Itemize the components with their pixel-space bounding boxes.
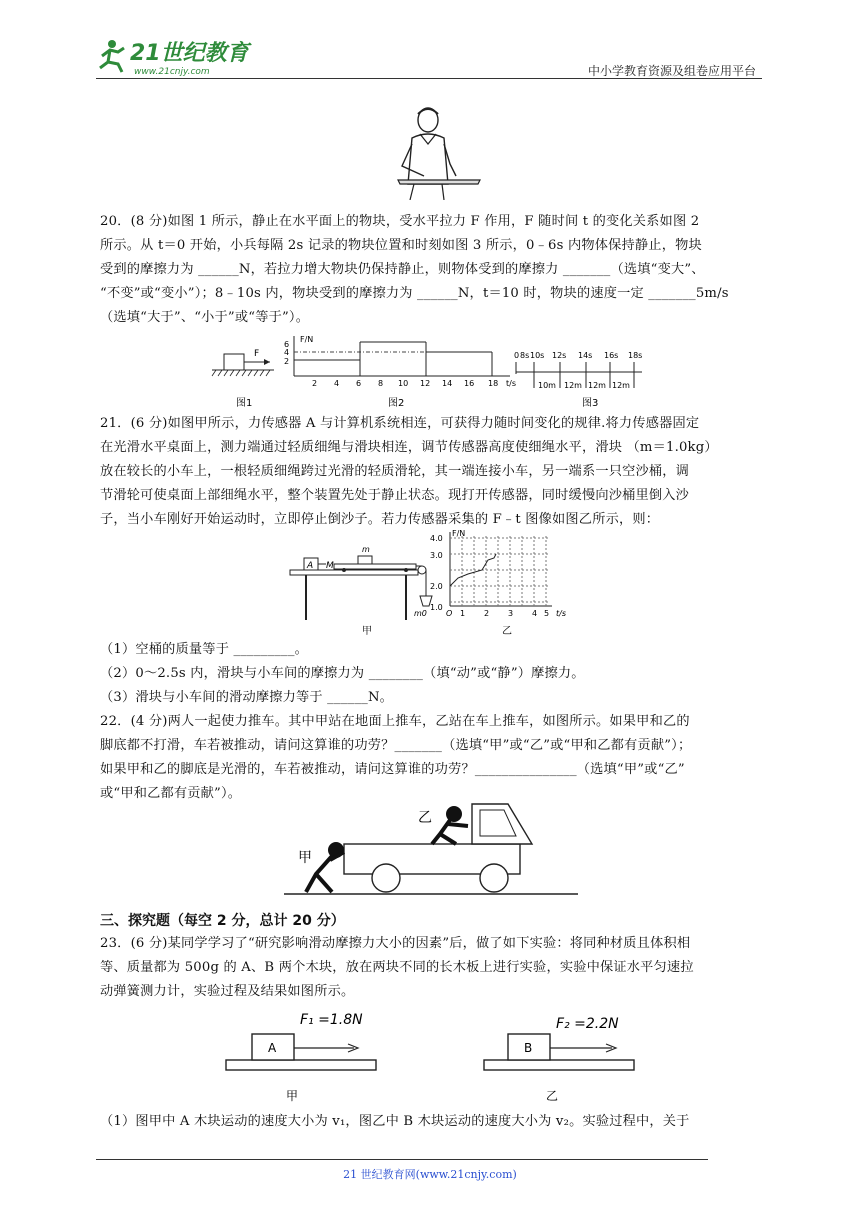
svg-text:F₁ =1.8N: F₁ =1.8N xyxy=(300,1012,363,1028)
q23-line: 等、质量都为 500g 的 A、B 两个木块，放在两块不同的长木板上进行实验，实验中保证水平匀速拉 xyxy=(100,960,694,975)
q23-sub-1: （1）图甲中 A 木块运动的速度大小为 v₁，图乙中 B 木块运动的速度大小为 v₂。实验过程中，关于 xyxy=(100,1114,690,1129)
q21-sub-1: （1）空桶的质量等于 _________。 xyxy=(100,642,308,657)
svg-text:12m: 12m xyxy=(588,381,606,390)
svg-text:4: 4 xyxy=(284,348,290,357)
apparatus-diagram xyxy=(290,545,432,620)
fig1-caption: 图1 xyxy=(236,398,253,409)
question-23-figures xyxy=(224,1004,644,1106)
svg-text:O: O xyxy=(446,609,453,618)
svg-text:m0: m0 xyxy=(414,609,427,618)
truck-push-figure xyxy=(282,800,582,898)
person-figure xyxy=(384,104,484,200)
svg-text:1: 1 xyxy=(460,609,466,618)
svg-text:4: 4 xyxy=(334,379,340,388)
svg-text:16s: 16s xyxy=(604,351,619,360)
svg-text:10m: 10m xyxy=(538,381,556,390)
svg-text:10: 10 xyxy=(398,379,409,388)
svg-text:1.0: 1.0 xyxy=(430,603,443,612)
question-21-subquestions xyxy=(100,638,766,710)
fig3-caption: 图3 xyxy=(582,398,599,409)
experiment-yi xyxy=(484,1016,634,1103)
svg-text:14s: 14s xyxy=(578,351,593,360)
svg-text:t/s: t/s xyxy=(556,609,566,618)
question-20-figures xyxy=(210,334,650,410)
svg-text:21世纪教育: 21世纪教育 xyxy=(130,41,249,66)
svg-text:12: 12 xyxy=(420,379,431,388)
svg-text:6: 6 xyxy=(356,379,362,388)
q20-line: 受到的摩擦力为 ______N，若拉力增大物块仍保持静止，则物体受到的摩擦力 _______（选填“变大”、 xyxy=(100,262,705,277)
svg-text:12s: 12s xyxy=(552,351,567,360)
svg-text:乙: 乙 xyxy=(546,1089,559,1103)
svg-text:B: B xyxy=(524,1041,533,1055)
svg-text:M: M xyxy=(326,561,334,571)
q20-line: “不变”或“变小”）；8﹣10s 内，物块受到的摩擦力为 ______N，t＝10 时，物块的速度一定 _______5m/s xyxy=(100,286,729,301)
fig-jia-caption: 甲 xyxy=(362,626,372,637)
q21-line: 在光滑水平桌面上，测力端通过轻质细绳与滑块相连，调节传感器高度使细绳水平，滑块 （m＝1.0kg） xyxy=(100,440,718,455)
svg-text:4.0: 4.0 xyxy=(430,534,443,543)
fig3-position-record xyxy=(514,351,642,390)
fig1-block-diagram xyxy=(212,349,274,376)
runner-icon xyxy=(100,40,124,72)
site-logo xyxy=(96,34,266,78)
q23-line: 23．(6 分)某同学学习了“研究影响滑动摩擦力大小的因素”后，做了如下实验：将同种材质且体积相 xyxy=(100,936,691,951)
force-time-graph xyxy=(430,530,566,618)
q21-line: 节滑轮可使桌面上部细绳水平，整个装置先处于静止状态。现打开传感器，同时缓慢向沙桶里倒入沙 xyxy=(100,488,690,503)
q22-line: 脚底都不打滑，车若被推动，请问这算谁的功劳？_______（选填“甲”或“乙”或“甲和乙都有贡献”）； xyxy=(100,738,692,753)
svg-text:18s: 18s xyxy=(628,351,643,360)
svg-text:16: 16 xyxy=(464,379,475,388)
svg-text:18: 18 xyxy=(488,379,499,388)
svg-text:2: 2 xyxy=(484,609,490,618)
svg-text:12m: 12m xyxy=(564,381,582,390)
q22-line: 22．(4 分)两人一起使力推车。其中甲站在地面上推车，乙站在车上推车，如图所示。如果甲和乙的 xyxy=(100,714,690,729)
svg-text:4: 4 xyxy=(532,609,538,618)
svg-text:8: 8 xyxy=(378,379,384,388)
svg-text:t/s: t/s xyxy=(506,379,516,388)
svg-text:10s: 10s xyxy=(530,351,545,360)
svg-text:0: 0 xyxy=(514,351,520,360)
question-20-text xyxy=(100,210,766,330)
svg-text:www.21cnjy.com: www.21cnjy.com xyxy=(134,67,210,77)
svg-text:3: 3 xyxy=(508,609,514,618)
question-21-figures xyxy=(282,530,582,640)
q21-line: 放在较长的小车上，一根轻质细绳跨过光滑的轻质滑轮，其一端连接小车，另一端系一只空沙桶，调 xyxy=(100,464,690,479)
section-3-title: 三、探究题（每空 2 分，总计 20 分） xyxy=(100,913,345,929)
q22-line: 或“甲和乙都有贡献”）。 xyxy=(100,786,242,801)
q20-line: 20．(8 分)如图 1 所示，静止在水平面上的物块，受水平拉力 F 作用，F 随时间 t 的变化关系如图 2 xyxy=(100,214,700,229)
q21-sub-3: （3）滑块与小车间的滑动摩擦力等于 ______N。 xyxy=(100,690,394,705)
svg-text:3.0: 3.0 xyxy=(430,551,443,560)
svg-text:甲: 甲 xyxy=(286,1089,299,1103)
fig2-caption: 图2 xyxy=(388,398,405,409)
question-23-text xyxy=(100,932,766,1004)
q21-line: 子，当小车刚好开始运动时，立即停止倒沙子。若力传感器采集的 F﹣t 图像如图乙所示，则： xyxy=(100,512,660,527)
fig2-force-time-graph xyxy=(284,335,516,388)
svg-text:甲: 甲 xyxy=(298,850,312,866)
svg-text:A: A xyxy=(307,561,314,571)
svg-text:F: F xyxy=(254,349,260,359)
experiment-jia xyxy=(226,1012,376,1103)
svg-text:F/N: F/N xyxy=(452,530,466,538)
svg-text:8s: 8s xyxy=(520,351,530,360)
svg-text:m: m xyxy=(362,545,370,554)
platform-name: 中小学教育资源及组卷应用平台 xyxy=(587,64,756,78)
question-22-text xyxy=(100,710,766,806)
fig-yi-caption: 乙 xyxy=(502,626,512,637)
q22-line: 如果甲和乙的脚底是光滑的，车若被推动，请问这算谁的功劳？_______________（选填“甲”或“乙” xyxy=(100,762,685,777)
svg-text:F₂ =2.2N: F₂ =2.2N xyxy=(556,1016,619,1032)
svg-text:2.0: 2.0 xyxy=(430,582,443,591)
svg-text:F/N: F/N xyxy=(300,335,314,344)
q21-line: 21．(6 分)如图甲所示，力传感器 A 与计算机系统相连，可获得力随时间变化的规律.将力传感器固定 xyxy=(100,416,700,431)
svg-text:2: 2 xyxy=(312,379,318,388)
q20-line: （选填“大于”、“小于”或“等于”）。 xyxy=(100,310,310,325)
svg-text:2: 2 xyxy=(284,357,290,366)
footer-divider xyxy=(96,1159,708,1160)
svg-text:乙: 乙 xyxy=(418,810,432,826)
footer-link[interactable]: 21 世纪教育网(www.21cnjy.com) xyxy=(343,1168,517,1181)
q20-line: 所示。从 t＝0 开始，小兵每隔 2s 记录的物块位置和时刻如图 3 所示，0﹣6s 内物体保持静止，物块 xyxy=(100,238,702,253)
svg-text:12m: 12m xyxy=(612,381,630,390)
svg-text:5: 5 xyxy=(544,609,550,618)
q21-sub-2: （2）0～2.5s 内，滑块与小车间的摩擦力为 ________（填“动”或“静”）摩擦力。 xyxy=(100,666,585,681)
svg-text:A: A xyxy=(268,1041,277,1055)
svg-text:6: 6 xyxy=(284,340,290,349)
header-divider xyxy=(96,78,762,79)
question-21-text xyxy=(100,412,766,532)
q23-line: 动弹簧测力计，实验过程及结果如图所示。 xyxy=(100,984,355,999)
svg-text:14: 14 xyxy=(442,379,453,388)
